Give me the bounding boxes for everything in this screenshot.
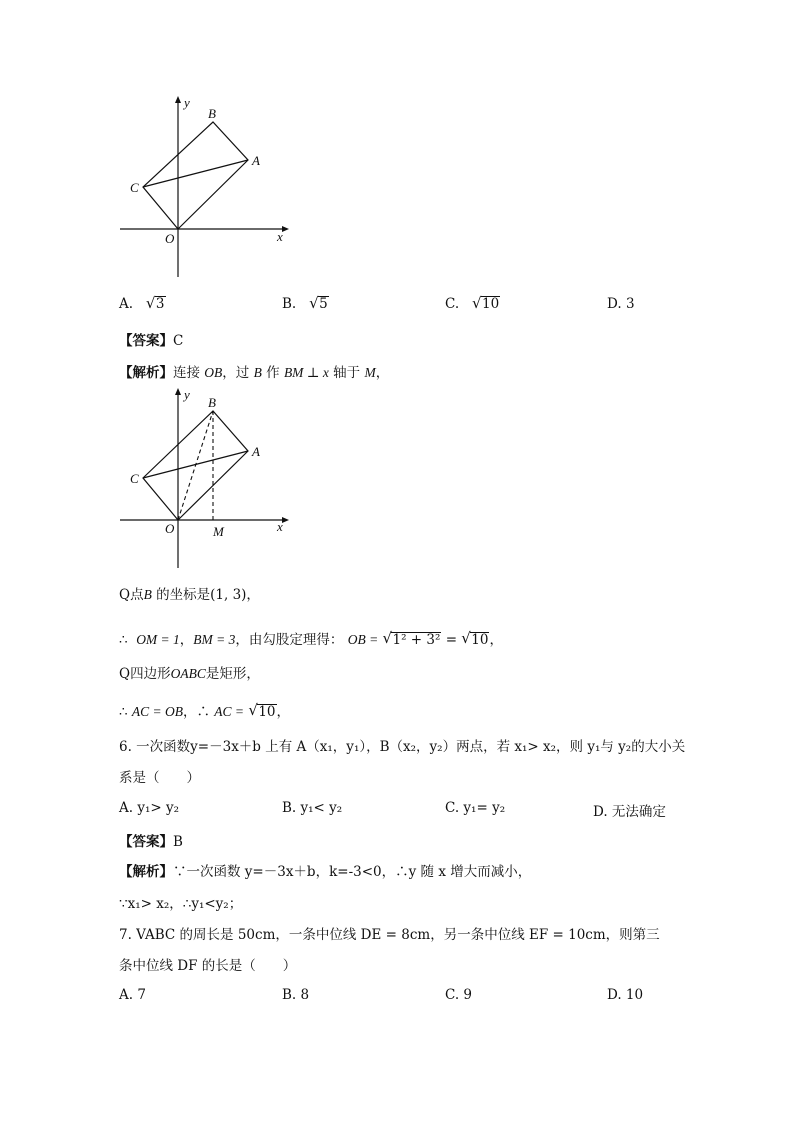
q5-option-c: C. √ 10 — [445, 296, 500, 312]
q5-step-4: ∴ AC = OB，∴ AC = √ 10， — [119, 702, 290, 722]
q7-stem-line-1: 7. VABC 的周长是 50cm，一条中位线 DE = 8cm，另一条中位线 EF = 10cm，则第三 — [119, 927, 660, 943]
label-y: y — [184, 95, 190, 110]
q5-option-c-radicand: 10 — [482, 296, 500, 312]
x-axis-arrow — [282, 226, 289, 232]
analysis-tag: 【解析】 — [119, 365, 173, 381]
q5-option-b-radicand: 5 — [319, 296, 328, 312]
q5-option-a: A. √ 3 — [119, 296, 166, 312]
q5-step-1: Q点B 的坐标是(1, 3)， — [119, 587, 260, 603]
q6-stem-line-1: 6. 一次函数y=－3x＋b 上有 A（x₁，y₁），B（x₂，y₂）两点，若 x₁> x₂，则 y₁与 y₂的大小关 — [119, 739, 686, 755]
label-b: B — [208, 395, 216, 410]
q7-option-b: B. 8 — [282, 987, 310, 1003]
q6-analysis-2: ∵x₁> x₂，∴y₁<y₂； — [119, 896, 243, 912]
q5-answer: 【答案】C — [119, 333, 184, 349]
label-c: C — [130, 471, 139, 486]
rectangle-oabc — [143, 122, 248, 229]
q5-analysis-intro: 【解析】连接 OB，过 B 作 BM ⊥ x 轴于 M， — [119, 365, 390, 381]
figure-2-coordinate-diagram — [110, 385, 300, 575]
label-y: y — [184, 387, 190, 402]
radicand-ten-ac: 10 — [258, 704, 276, 720]
label-o: O — [165, 231, 175, 246]
label-a: A — [252, 153, 260, 168]
radicand-ten: 10 — [471, 632, 489, 648]
q5-option-b: B. √ 5 — [282, 296, 329, 312]
y-axis-arrow — [175, 388, 181, 395]
q7-option-a: A. 7 — [119, 987, 146, 1003]
label-b: B — [208, 106, 216, 121]
label-x: x — [277, 519, 283, 534]
q7-stem-line-2: 条中位线 DF 的长是（ ） — [119, 958, 297, 974]
x-axis-arrow — [282, 517, 289, 523]
q6-stem-line-2: 系是（ ） — [119, 770, 200, 786]
q5-step-3: Q四边形OABC是矩形， — [119, 666, 260, 682]
label-x: x — [277, 229, 283, 244]
label-a: A — [252, 444, 260, 459]
radicand-sum: 1² + 3² — [392, 632, 441, 648]
figure-1-coordinate-diagram — [110, 90, 300, 285]
label-c: C — [130, 180, 139, 195]
label-o: O — [165, 521, 175, 536]
q6-analysis-1: 【解析】∵一次函数 y=－3x＋b，k=-3<0，∴y 随 x 增大而减小， — [119, 864, 532, 880]
q6-option-a: A. y₁> y₂ — [119, 800, 180, 816]
q7-option-c: C. 9 — [445, 987, 473, 1003]
q6-option-c: C. y₁= y₂ — [445, 800, 506, 816]
q5-option-a-radicand: 3 — [155, 296, 165, 312]
q6-answer: 【答案】B — [119, 834, 183, 850]
label-m: M — [213, 524, 224, 539]
answer-tag: 【答案】 — [119, 333, 173, 349]
q5-step-2: ∴ OM = 1，BM = 3，由勾股定理得： OB = √ 1² + 3² = √ 10， — [119, 630, 503, 650]
q6-option-b: B. y₁< y₂ — [282, 800, 343, 816]
q5-option-d: D. 3 — [607, 296, 635, 312]
q6-option-d: D. 无法确定 — [593, 804, 666, 820]
q7-option-d: D. 10 — [607, 987, 644, 1003]
diagonal-ac — [143, 160, 248, 187]
y-axis-arrow — [175, 96, 181, 103]
